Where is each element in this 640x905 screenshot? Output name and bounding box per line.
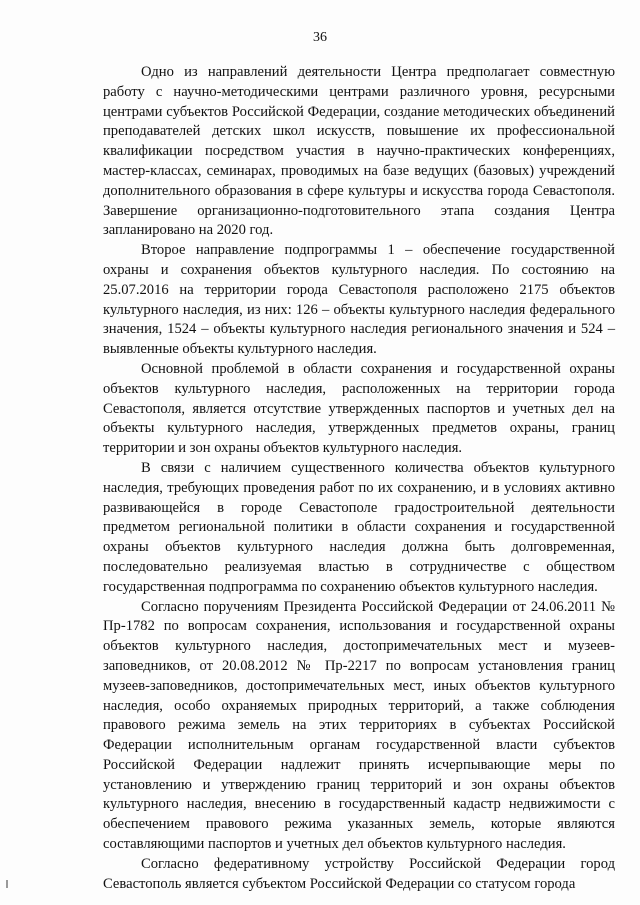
paragraph-regional-policy: В связи с наличием существенного количества объектов культурного наследия, требующих проведения работ по их сохранению, и в условиях активно развивающейся в городе Севастополе градостроительной деятельности предметом региональной политики в области сохранения и государственной охраны объектов культурного наследия должна быть долговременная, последовательно реализуемая властью в сотрудничестве с обществом государственная подпрограмма по сохранению объектов культурного наследия. — [103, 459, 615, 595]
document-body — [103, 63, 615, 894]
paragraph-presidential-orders: Согласно поручениям Президента Российской Федерации от 24.06.2011 № Пр-1782 по вопросам сохранения, использования и государственной охраны объектов культурного наследия, достопримечательных мест и музеев-заповедников, от 20.08.2012 № Пр-2217 по вопросам установления границ музеев-заповедников, достопримечательных мест, иных объектов культурного наследия, особо охраняемых природных территорий, а также соблюдения правового режима земель на этих территориях в субъектах Российской Федерации исполнительным органам государственной власти субъектов Российской Федерации надлежит принять исчерпывающие меры по установлению и утверждению границ территорий и зон охраны объектов культурного наследия, внесению в государственный кадастр недвижимости с обеспечением правового режима указанных земель, которые являются составляющими паспортов и учетных дел объектов культурного наследия. — [103, 598, 615, 853]
scan-margin-mark — [6, 880, 8, 888]
paragraph-center-activities: Одно из направлений деятельности Центра предполагает совместную работу с научно-методическими центрами различного уровня, ресурсными центрами субъектов Российской Федерации, создание методических объединений преподавателей детских школ искусств, повышение их профессиональной квалификации посредством участия в научно-практических конференциях, мастер-классах, семинарах, проводимых на базе ведущих (базовых) учреждений дополнительного образования в сфере культуры и искусства города Севастополя. Завершение организационно-подготовительного этапа создания Центра запланировано на 2020 год. — [103, 64, 615, 239]
page-number: 36 — [313, 30, 327, 45]
paragraph-federal-structure: Согласно федеративному устройству Российской Федерации город Севастополь является субъектом Российской Федерации со статусом города — [103, 855, 615, 892]
paragraph-heritage-protection: Второе направление подпрограммы 1 – обеспечение государственной охраны и сохранения объектов культурного наследия. По состоянию на 25.07.2016 на территории города Севастополя расположено 2175 объектов культурного наследия, из них: 126 – объекты культурного наследия федерального значения, 1524 – объекты культурного наследия регионального значения и 524 – выявленные объекты культурного наследия. — [103, 242, 615, 358]
paragraph-main-problem: Основной проблемой в области сохранения и государственной охраны объектов культурного наследия, расположенных на территории города Севастополя, является отсутствие утвержденных паспортов и учетных дел на объекты культурного наследия, утвержденных предметов охраны, границ территории и зон охраны объектов культурного наследия. — [103, 360, 615, 457]
